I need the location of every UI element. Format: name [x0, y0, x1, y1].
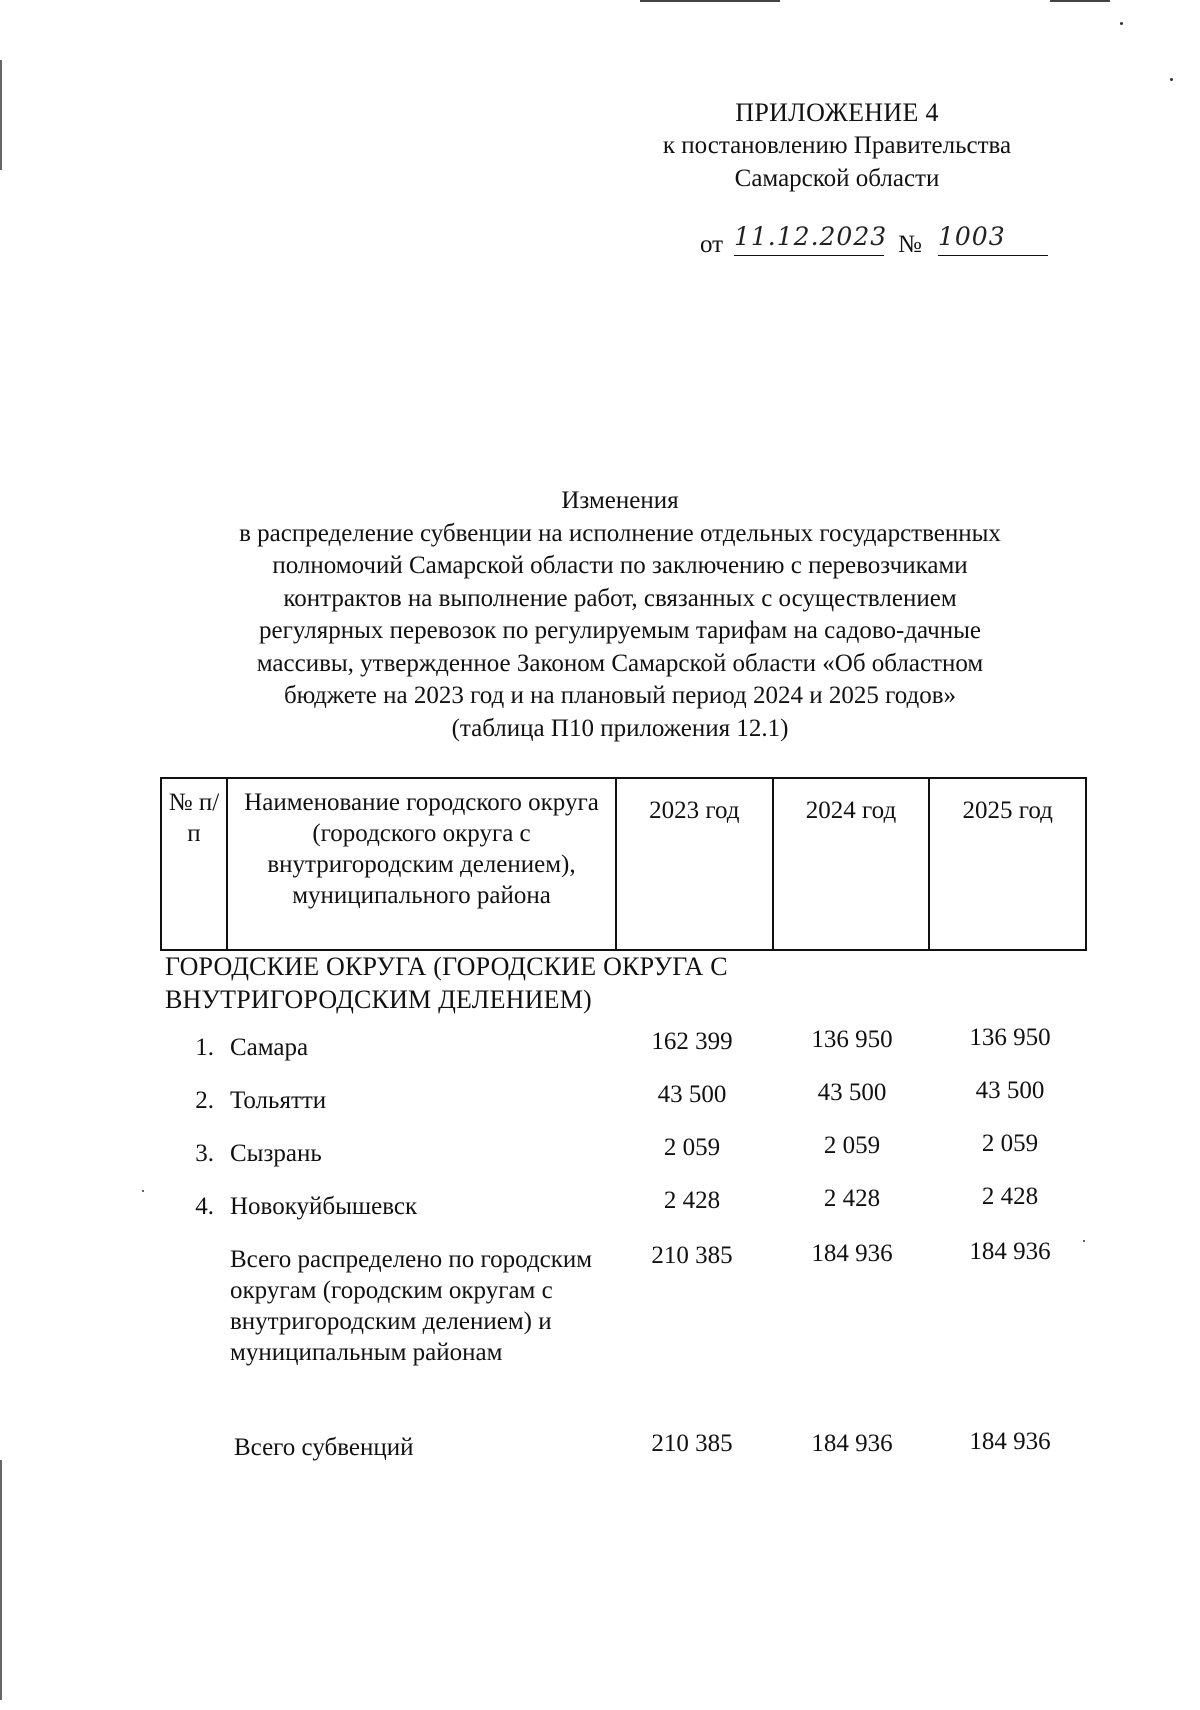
- row-value-2023: 162 399: [651, 1028, 733, 1055]
- appendix-subtitle: к постановлению Правительства: [662, 132, 1012, 159]
- total-distributed-2023: 210 385: [651, 1242, 733, 1269]
- appendix-header: [602, 96, 1072, 195]
- title-line: бюджете на 2023 год и на плановый период 2024 и 2025 годов»: [283, 682, 957, 709]
- title-heading: Изменения: [561, 487, 679, 514]
- number-sign: №: [898, 231, 922, 258]
- document-title: [150, 485, 1090, 745]
- row-value-2024: 136 950: [811, 1026, 893, 1053]
- total-subventions-2023: 210 385: [651, 1430, 733, 1457]
- scan-edge-top: [1050, 0, 1110, 2]
- total-distributed-2025: 184 936: [969, 1238, 1051, 1265]
- title-line: регулярных перевозок по регулируемым тарифам на садово-дачные: [259, 617, 981, 644]
- title-line: контрактов на выполнение работ, связанных с осуществлением: [283, 584, 957, 612]
- header-2023: 2023 год: [616, 778, 773, 950]
- title-line: массивы, утвержденное Законом Самарской области «Об областном: [256, 649, 984, 677]
- title-line: полномочий Самарской области по заключению с перевозчиками: [272, 552, 968, 579]
- decree-reference: [700, 222, 1060, 262]
- section-heading: ГОРОДСКИЕ ОКРУГА (ГОРОДСКИЕ ОКРУГА С ВНУТРИГОРОДСКИМ ДЕЛЕНИЕМ): [165, 952, 728, 1014]
- row-value-2023: 2 059: [663, 1134, 721, 1161]
- row-name: Сызрань: [230, 1140, 322, 1167]
- row-value-2025: 2 428: [981, 1183, 1039, 1210]
- row-value-2023: 43 500: [657, 1081, 727, 1108]
- scan-edge-left: [0, 60, 2, 170]
- row-name: Новокуйбышевск: [230, 1193, 418, 1220]
- total-subventions-2024: 184 936: [811, 1430, 893, 1457]
- row-name: Самара: [230, 1034, 309, 1061]
- total-subventions-row: [160, 1428, 1087, 1472]
- table-header-row: [161, 778, 1086, 950]
- total-distributed-label: Всего распределено по городским округам (городским округам с внутригородским делением) и муниципальным районам: [230, 1246, 593, 1366]
- scan-speck: [142, 1190, 144, 1192]
- total-subventions-2025: 184 936: [969, 1428, 1051, 1455]
- total-distributed-2024: 184 936: [811, 1240, 893, 1267]
- scan-edge-top: [640, 0, 780, 2]
- row-value-2025: 43 500: [975, 1077, 1045, 1104]
- decree-number: 1003: [938, 222, 1048, 256]
- row-number: 4.: [195, 1193, 214, 1220]
- scan-speck: [1120, 22, 1123, 25]
- header-name: Наименование городского округа (городского округа с внутригородским делением), муниципального района: [227, 778, 616, 950]
- appendix-authority: Самарской области: [734, 165, 940, 192]
- title-line: (таблица П10 приложения 12.1): [451, 714, 789, 742]
- row-name: Тольятти: [230, 1087, 327, 1114]
- date-prefix: от: [700, 231, 724, 258]
- total-distributed-row: [160, 1238, 1087, 1432]
- row-value-2025: 2 059: [981, 1130, 1039, 1157]
- appendix-title: ПРИЛОЖЕНИЕ 4: [735, 98, 939, 127]
- header-2025: 2025 год: [929, 778, 1086, 950]
- row-number: 3.: [195, 1140, 214, 1167]
- decree-date: 11.12.2023: [734, 222, 884, 256]
- row-number: 2.: [195, 1087, 214, 1114]
- row-value-2023: 2 428: [663, 1187, 721, 1214]
- scan-speck: [1170, 78, 1173, 81]
- title-line: в распределение субвенции на исполнение отдельных государственных: [239, 519, 1001, 547]
- row-value-2024: 2 428: [823, 1185, 881, 1212]
- row-value-2024: 2 059: [823, 1132, 881, 1159]
- row-value-2024: 43 500: [817, 1079, 887, 1106]
- row-number: 1.: [195, 1034, 214, 1061]
- header-number: № п/п: [161, 778, 227, 950]
- total-subventions-label: Всего субвенций: [234, 1434, 414, 1461]
- header-2024: 2024 год: [773, 778, 930, 950]
- table-body: [160, 1024, 1087, 1472]
- scan-edge-left: [0, 1460, 2, 1700]
- row-value-2025: 136 950: [969, 1024, 1051, 1051]
- subvention-table-header: [160, 777, 1087, 951]
